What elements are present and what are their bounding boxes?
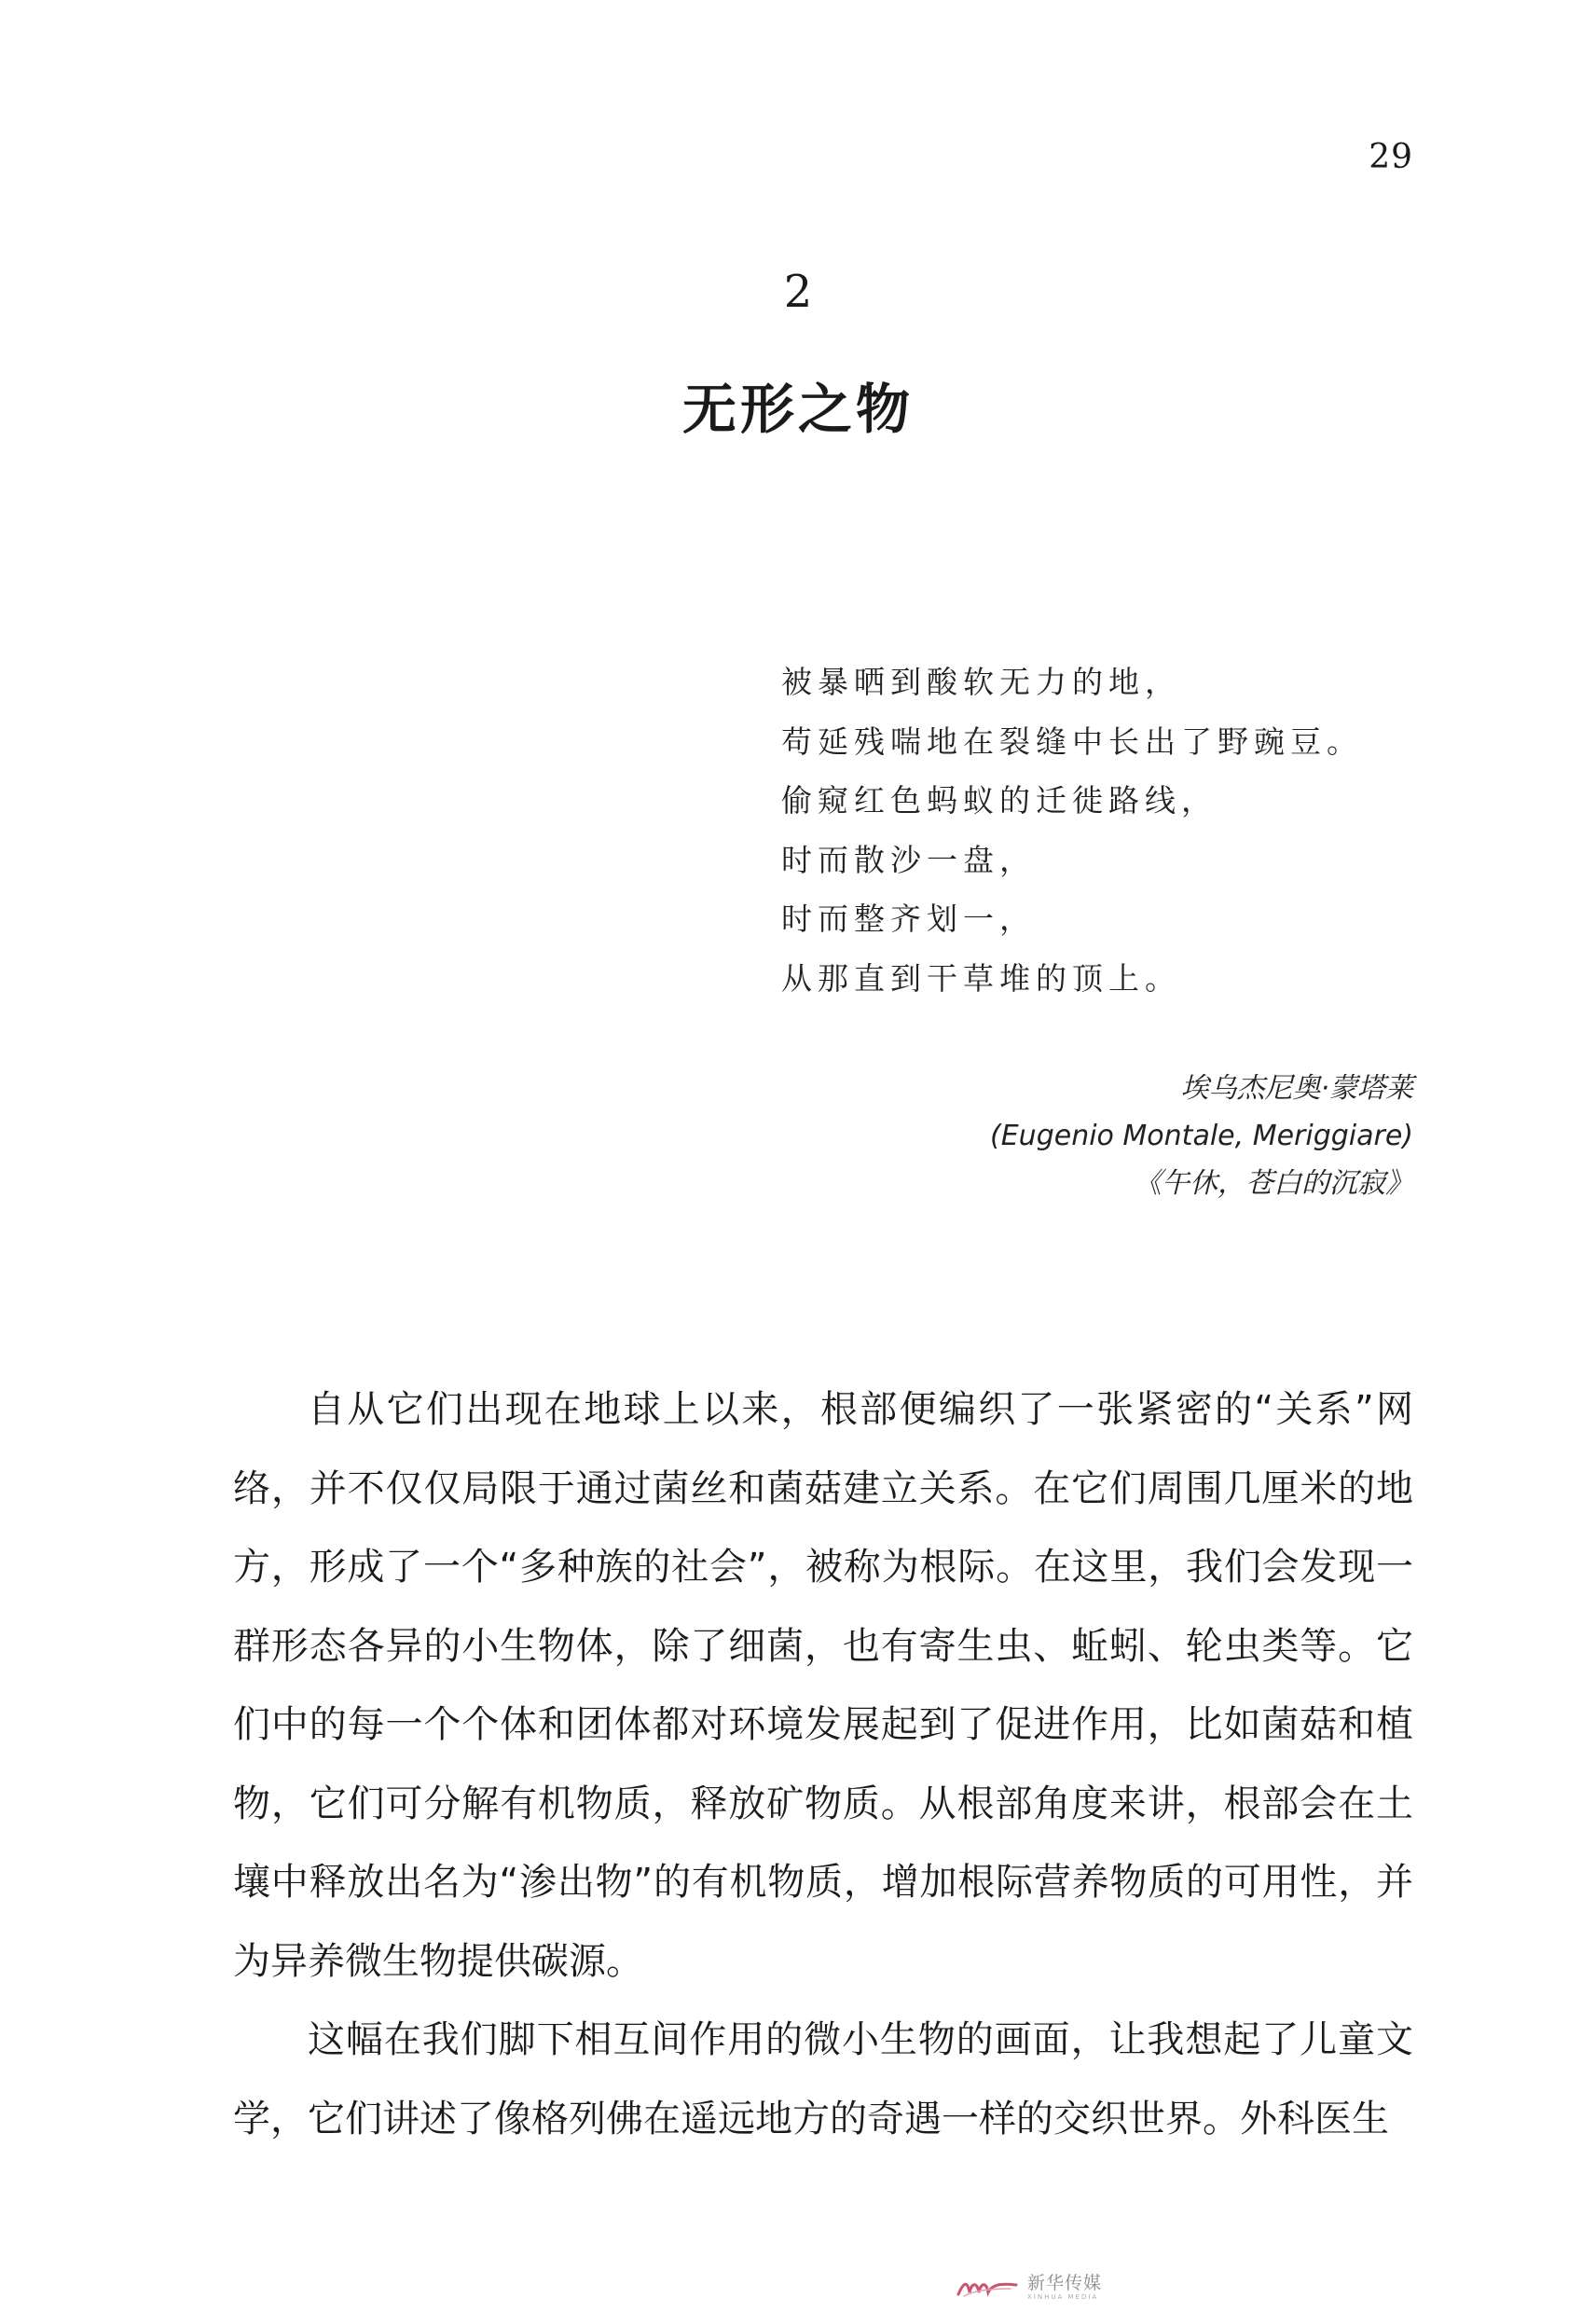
- poem-line: 从那直到干草堆的顶上。: [781, 959, 1181, 997]
- poem-line: 偷窥红色蚂蚁的迁徙路线，: [781, 782, 1218, 819]
- body-paragraph: 这幅在我们脚下相互间作用的微小生物的画面，让我想起了儿童文学，它们讲述了像格列佛在遥远地方的奇遇一样的交织世界。外科医生: [233, 2018, 1413, 2140]
- publisher-name-cn: 新华传媒: [1027, 2273, 1103, 2293]
- epigraph-work-title: 《午休，苍白的沉寂》: [1134, 1167, 1413, 1200]
- body-text: [233, 1370, 1413, 2158]
- epigraph-source: (Eugenio Montale, Meriggiare): [990, 1120, 1413, 1152]
- epigraph-author: 埃乌杰尼奥·蒙塔莱: [1180, 1072, 1413, 1105]
- body-paragraph: 自从它们出现在地球上以来，根部便编织了一张紧密的“关系”网络，并不仅仅局限于通过菌丝和菌菇建立关系。在它们周围几厘米的地方，形成了一个“多种族的社会”，被称为根际。在这里，我们会发现一群形态各异的小生物体，除了细菌，也有寄生虫、蚯蚓、轮虫类等。它们中的每一个个体和团体都对环境发展起到了促进作用，比如菌菇和植物，它们可分解有机物质，释放矿物质。从根部角度来讲，根部会在土壤中释放出名为“渗出物”的有机物质，增加根际营养物质的可用性，并为异养微生物提供碳源。: [233, 1388, 1413, 1983]
- poem-line: 时而散沙一盘，: [781, 841, 1036, 878]
- poem-line: 被暴晒到酸软无力的地，: [781, 664, 1181, 700]
- poem-line: 苟延残喘地在裂缝中长出了野豌豆。: [781, 722, 1363, 760]
- chapter-number: 2: [783, 266, 813, 318]
- poem-line: 时而整齐划一，: [781, 901, 1036, 937]
- publisher-logo: [955, 2275, 1102, 2301]
- epigraph-poem: [781, 653, 1434, 1008]
- chapter-title: 无形之物: [681, 378, 914, 441]
- publisher-logo-mark-icon: [955, 2276, 1020, 2300]
- page-number: 29: [1369, 138, 1413, 176]
- epigraph-attribution: [667, 1065, 1413, 1207]
- publisher-name-en: XINHUA MEDIA: [1027, 2293, 1099, 2301]
